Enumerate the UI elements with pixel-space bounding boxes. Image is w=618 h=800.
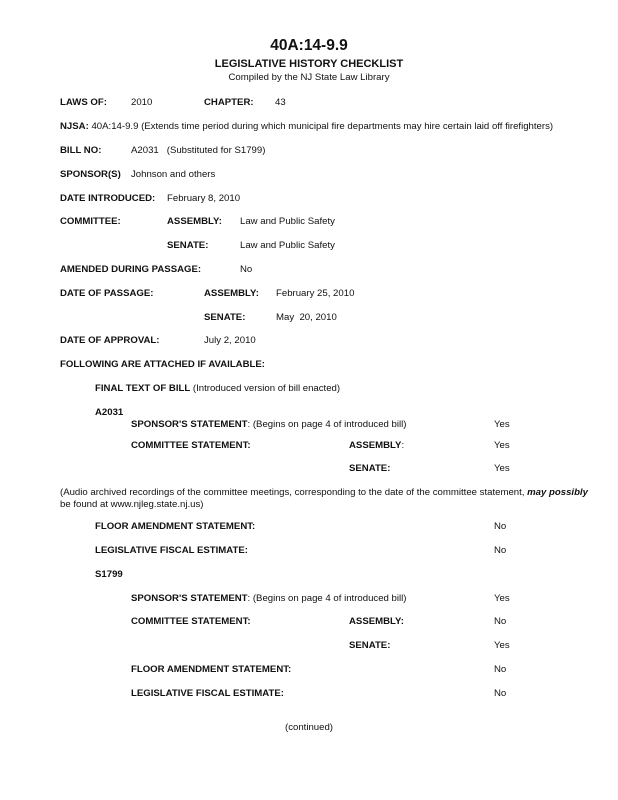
fiscal-estimate-label: LEGISLATIVE FISCAL ESTIMATE: xyxy=(95,545,248,556)
laws-of-value: 2010 xyxy=(131,97,153,108)
s1799-sponsor-statement-note: : (Begins on page 4 of introduced bill) xyxy=(247,593,407,604)
audio-note-text: (Audio archived recordings of the committee meetings, corresponding to the date of the committee statement, xyxy=(60,487,528,498)
bill-substitution-note: (Substituted for S1799) xyxy=(166,145,266,156)
a2031-assembly-value: Yes xyxy=(494,440,510,451)
floor-amendment-value: No xyxy=(494,521,507,532)
a2031-senate-value: Yes xyxy=(494,463,510,474)
compiled-by: Compiled by the NJ State Law Library xyxy=(228,72,390,83)
a2031-assembly-label: ASSEMBLY xyxy=(349,440,402,451)
passage-assembly-value: February 25, 2010 xyxy=(276,288,355,299)
s1799-fiscal-estimate-label: LEGISLATIVE FISCAL ESTIMATE: xyxy=(131,688,284,699)
a2031-sponsor-statement-label: SPONSOR'S STATEMENT xyxy=(131,419,248,430)
s1799-senate-label: SENATE: xyxy=(349,640,391,651)
committee-assembly-value: Law and Public Safety xyxy=(240,216,335,227)
audio-note-emphasis: may possibly xyxy=(527,487,588,498)
s1799-sponsor-statement-label: SPONSOR'S STATEMENT xyxy=(131,593,248,604)
passage-assembly-label: ASSEMBLY: xyxy=(204,288,259,299)
bill-no-label: BILL NO: xyxy=(60,145,102,156)
passage-senate-label: SENATE: xyxy=(204,312,246,323)
committee-senate-value: Law and Public Safety xyxy=(240,240,335,251)
a2031-sponsor-statement xyxy=(131,419,406,431)
committee-label: COMMITTEE: xyxy=(60,216,121,227)
a2031-assembly xyxy=(349,440,404,452)
fiscal-estimate-value: No xyxy=(494,545,507,556)
final-text-label: FINAL TEXT OF BILL xyxy=(95,383,191,394)
passage-senate-value: May 20, 2010 xyxy=(276,312,337,323)
date-introduced-value: February 8, 2010 xyxy=(167,193,241,204)
bill-number: A2031 xyxy=(131,145,159,156)
committee-senate-label: SENATE: xyxy=(167,240,209,251)
s1799-senate-value: Yes xyxy=(494,640,510,651)
amended-label: AMENDED DURING PASSAGE: xyxy=(60,264,202,275)
s1799-sponsor-statement-value: Yes xyxy=(494,593,510,604)
a2031-committee-statement-label: COMMITTEE STATEMENT: xyxy=(131,440,251,451)
audio-note-line-2: be found at www.njleg.state.nj.us) xyxy=(60,499,204,510)
amended-value: No xyxy=(240,264,253,275)
laws-of-label: LAWS OF: xyxy=(60,97,107,108)
chapter-label: CHAPTER: xyxy=(204,97,254,108)
s1799-heading: S1799 xyxy=(95,569,123,580)
floor-amendment-label: FLOOR AMENDMENT STATEMENT: xyxy=(95,521,256,532)
s1799-floor-amendment-label: FLOOR AMENDMENT STATEMENT: xyxy=(131,664,292,675)
a2031-sponsor-statement-value: Yes xyxy=(494,419,510,430)
bill-no-value xyxy=(131,145,265,157)
sponsors-label: SPONSOR(S) xyxy=(60,169,121,180)
njsa-value: 40A:14-9.9 (Extends time period during which municipal fire departments may hire certain laid off firefighters) xyxy=(91,121,554,132)
s1799-fiscal-estimate-value: No xyxy=(494,688,507,699)
a2031-sponsor-statement-note: : (Begins on page 4 of introduced bill) xyxy=(247,419,407,430)
s1799-committee-statement-label: COMMITTEE STATEMENT: xyxy=(131,616,251,627)
a2031-senate-label: SENATE: xyxy=(349,463,391,474)
final-text-note: (Introduced version of bill enacted) xyxy=(192,383,341,394)
page-subtitle: LEGISLATIVE HISTORY CHECKLIST xyxy=(214,58,404,70)
a2031-assembly-colon: : xyxy=(401,440,405,451)
continued-note: (continued) xyxy=(285,722,333,733)
attached-heading: FOLLOWING ARE ATTACHED IF AVAILABLE: xyxy=(60,359,265,370)
committee-assembly-label: ASSEMBLY: xyxy=(167,216,222,227)
s1799-sponsor-statement xyxy=(131,593,406,605)
date-of-approval-value: July 2, 2010 xyxy=(204,335,256,346)
sponsors-value: Johnson and others xyxy=(131,169,216,180)
final-text-line xyxy=(95,383,340,395)
date-of-approval-label: DATE OF APPROVAL: xyxy=(60,335,160,346)
date-introduced-label: DATE INTRODUCED: xyxy=(60,193,156,204)
date-of-passage-label: DATE OF PASSAGE: xyxy=(60,288,154,299)
a2031-heading: A2031 xyxy=(95,407,124,418)
s1799-floor-amendment-value: No xyxy=(494,664,507,675)
audio-note-line-1 xyxy=(60,487,588,499)
njsa-line xyxy=(60,121,553,133)
chapter-value: 43 xyxy=(275,97,286,108)
s1799-assembly-label: ASSEMBLY: xyxy=(349,616,404,627)
s1799-assembly-value: No xyxy=(494,616,507,627)
njsa-label: NJSA: xyxy=(60,121,89,132)
page-title: 40A:14-9.9 xyxy=(270,37,348,54)
